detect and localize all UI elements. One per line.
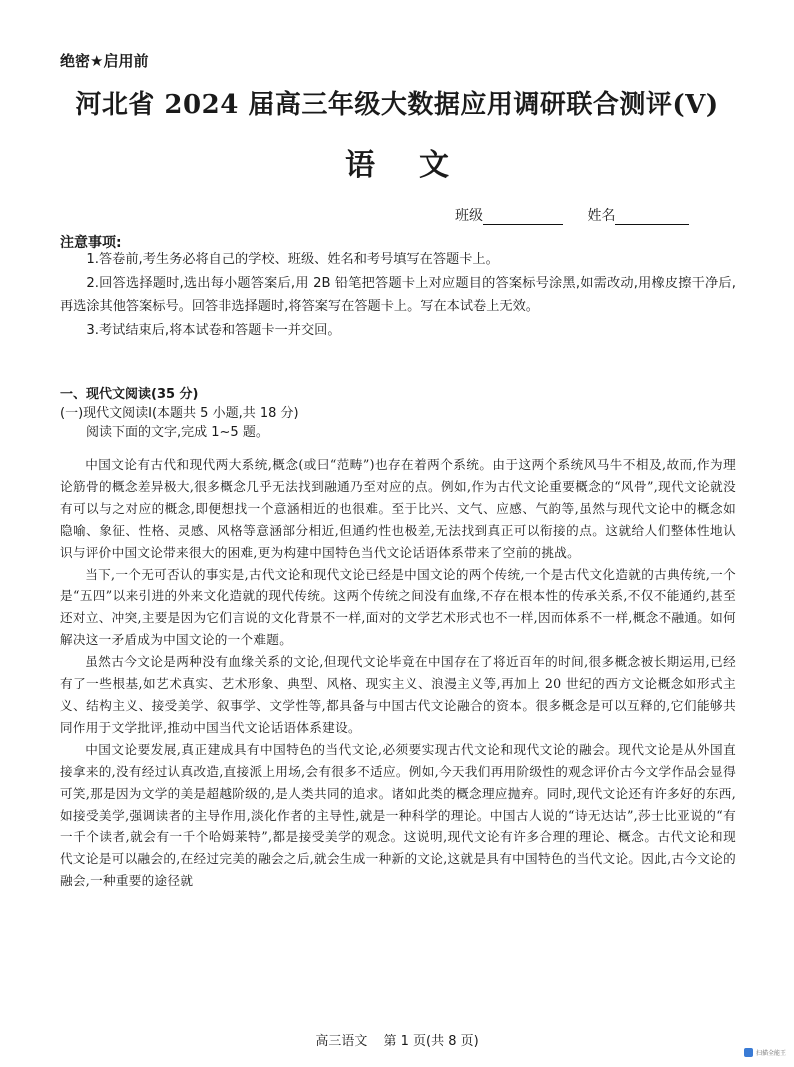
name-blank: [615, 210, 689, 225]
section-title: 一、现代文阅读(35 分): [60, 387, 199, 402]
notice-item: 2.回答选择题时,选出每小题答案后,用 2B 铅笔把答题卡上对应题目的答案标号涂黑,如需改动,用橡皮擦干净后,再选涂其他答案标号。回答非选择题时,将答案写在答题卡上。写在本试卷上无效。: [60, 275, 736, 314]
notice-title: 注意事项:: [60, 235, 122, 251]
passage-paragraph: 当下,一个无可否认的事实是,古代文论和现代文论已经是中国文论的两个传统,一个是古代文化造就的古典传统,一个是“五四”以来引进的外来文化造就的现代传统。这两个传统之间没有血缘,不存在根本性的传承关系,不仅不能通约,甚至还对立、冲突,主要是因为它们言说的文化背景不一样,面对的文学艺术形式也不一样,因而体系不一样,概念不融通。如何解决这一矛盾成为中国文论的一个难题。: [60, 566, 736, 648]
footer-page-number: 第 1 页(共 8 页): [383, 1034, 479, 1049]
passage-paragraph: 中国文论有古代和现代两大系统,概念(或曰“范畴”)也存在着两个系统。由于这两个系统风马牛不相及,故而,作为理论筋骨的概念差异极大,很多概念几乎无法找到融通乃至对应的点。例如,作为古代文论重要概念的“风骨”,现代文论就没有可以与之对应的概念,即便想找一个意涵相近的也很难。至于比兴、文气、应感、气韵等,虽然与现代文论中的概念如隐喻、象征、性格、灵感、风格等意涵部分相近,但通约性也极差,无法找到真正可以衔接的点。这就给人们整体性地认识与评价中国文论带来很大的困难,更为构建中国特色当代文论话语体系带来了空前的挑战。: [60, 457, 736, 560]
reading-passage: [60, 454, 736, 892]
footer-subject: 高三语文: [315, 1034, 368, 1049]
passage-paragraph: 虽然古今文论是两种没有血缘关系的文论,但现代文论毕竟在中国存在了将近百年的时间,很多概念被长期运用,已经有了一些根基,如艺术真实、艺术形象、典型、风格、现实主义、浪漫主义等,再加上 20 世纪的西方文论概念如形式主义、结构主义、接受美学、叙事学、文学性等,都具备与中国古代文论融合的资本。很多概念是可以互释的,它们能够共同作用于文学批评,推动中国当代文论话语体系建设。: [60, 654, 736, 735]
scanner-watermark: [744, 1048, 786, 1057]
secret-label: 绝密★启用前: [60, 52, 149, 70]
section-instruction: 阅读下面的文字,完成 1~5 题。: [86, 425, 269, 440]
page-footer: [0, 1030, 794, 1049]
section-header: [60, 385, 736, 442]
class-label: 班级: [455, 208, 483, 224]
section-subtitle: (一)现代文阅读Ⅰ(本题共 5 小题,共 18 分): [60, 406, 299, 421]
notice-list: [60, 248, 736, 342]
subject-title: 语文: [345, 148, 493, 183]
name-label: 姓名: [587, 208, 616, 224]
student-info: [455, 205, 689, 225]
watermark-text: 扫描全能王: [755, 1050, 786, 1057]
exam-title: 河北省 2024 届高三年级大数据应用调研联合测评(Ⅴ): [75, 90, 719, 120]
passage-paragraph: 中国文论要发展,真正建成具有中国特色的当代文论,必须要实现古代文论和现代文论的融会。现代文论是从外国直接拿来的,没有经过认真改造,直接派上用场,会有很多不适应。例如,今天我们再用阶级性的观念评价古今文学作品会显得可笑,那是因为文学的美是超越阶级的,是人类共同的追求。诸如此类的概念理应抛弃。同时,现代文论还有许多好的东西,如接受美学,强调读者的主导作用,淡化作者的主导性,就是一种科学的理论。中国古人说的“诗无达诂”,莎士比亚说的“有一千个读者,就会有一千个哈姆莱特”,都是接受美学的观念。这说明,现代文论有许多合理的理论、概念。古代文论和现代文论是可以融会的,在经过完美的融会之后,就会生成一种新的文论,这就是具有中国特色的当代文论。因此,古今文论的融会,一种重要的途径就: [60, 741, 736, 889]
scanner-logo-icon: [744, 1048, 753, 1057]
notice-item: 1.答卷前,考生务必将自己的学校、班级、姓名和考号填写在答题卡上。: [86, 252, 499, 267]
notice-item: 3.考试结束后,将本试卷和答题卡一并交回。: [86, 322, 341, 338]
class-blank: [483, 210, 563, 225]
